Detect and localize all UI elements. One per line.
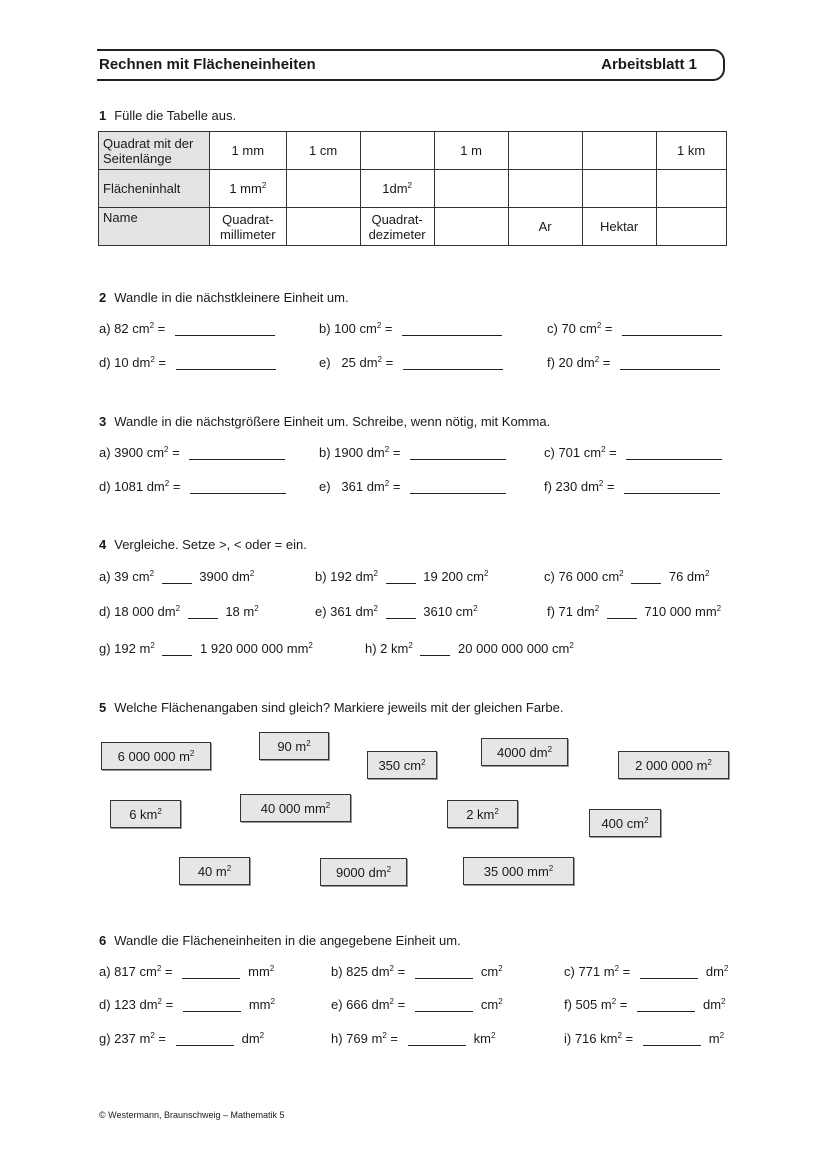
answer-line[interactable] bbox=[189, 446, 285, 460]
compare-4e: e) 361 $dm^2$ 3610 $cm^2$ bbox=[315, 604, 478, 619]
area-card[interactable]: 40 000 $mm^2$ bbox=[240, 794, 351, 822]
answer-line[interactable] bbox=[408, 1032, 466, 1046]
exercise-2b: b) 100 $cm^2$ = bbox=[319, 321, 502, 336]
area-card[interactable]: 90 $m^2$ bbox=[259, 732, 329, 760]
table-cell[interactable] bbox=[582, 170, 656, 208]
unit-table bbox=[98, 131, 727, 246]
answer-line[interactable] bbox=[175, 322, 275, 336]
compare-4g: g) 192 $m^2$ 1 920 000 000 $mm^2$ bbox=[99, 641, 313, 656]
exercise-6g: g) 237 $m^2 = dm^2$ bbox=[99, 1031, 265, 1046]
table-cell[interactable]: 1 $mm^2$ bbox=[210, 170, 287, 208]
compare-gap[interactable] bbox=[162, 570, 192, 584]
table-cell[interactable] bbox=[508, 170, 582, 208]
area-card[interactable]: 2 000 000 $m^2$ bbox=[618, 751, 729, 779]
exercise-2d: d) 10 $dm^2$ = bbox=[99, 355, 276, 370]
exercise-6e: e) 666 $dm^2 = cm^2$ bbox=[331, 997, 503, 1012]
compare-gap[interactable] bbox=[386, 570, 416, 584]
exercise-6a: a) 817 $cm^2 = mm^2$ bbox=[99, 964, 275, 979]
exercise-3b: b) 1900 $dm^2$ = bbox=[319, 445, 506, 460]
task-5-heading: 5 Welche Flächenangaben sind gleich? Markiere jeweils mit der gleichen Farbe. bbox=[99, 700, 564, 715]
answer-line[interactable] bbox=[410, 446, 506, 460]
compare-gap[interactable] bbox=[188, 605, 218, 619]
answer-line[interactable] bbox=[640, 965, 698, 979]
compare-4c: c) 76 000 $cm^2$ 76 $dm^2$ bbox=[544, 569, 710, 584]
copyright-footer: © Westermann, Braunschweig – Mathematik 5 bbox=[99, 1110, 285, 1120]
area-card[interactable]: 35 000 $mm^2$ bbox=[463, 857, 574, 885]
answer-line[interactable] bbox=[626, 446, 722, 460]
task-2-heading: 2 Wandle in die nächstkleinere Einheit um. bbox=[99, 290, 349, 305]
worksheet-title: Rechnen mit Flächeneinheiten bbox=[99, 56, 316, 73]
table-cell[interactable]: Quadrat-dezimeter bbox=[360, 208, 434, 246]
answer-line[interactable] bbox=[415, 965, 473, 979]
table-cell[interactable] bbox=[656, 208, 726, 246]
row-label-side: Quadrat mit der Seitenlänge bbox=[99, 132, 210, 170]
exercise-6i: i) 716 $km^2 = m^2$ bbox=[564, 1031, 725, 1046]
task-4-heading: 4 Vergleiche. Setze >, < oder = ein. bbox=[99, 537, 307, 552]
table-cell[interactable]: 1 km bbox=[656, 132, 726, 170]
exercise-3c: c) 701 $cm^2$ = bbox=[544, 445, 722, 460]
table-cell[interactable] bbox=[508, 132, 582, 170]
answer-line[interactable] bbox=[190, 480, 286, 494]
exercise-3d: d) 1081 $dm^2$ = bbox=[99, 479, 286, 494]
answer-line[interactable] bbox=[402, 322, 502, 336]
worksheet-header bbox=[97, 49, 725, 81]
compare-gap[interactable] bbox=[607, 605, 637, 619]
answer-line[interactable] bbox=[182, 965, 240, 979]
compare-gap[interactable] bbox=[420, 642, 450, 656]
exercise-6b: b) 825 $dm^2 = cm^2$ bbox=[331, 964, 503, 979]
exercise-2a: a) 82 $cm^2$ = bbox=[99, 321, 275, 336]
area-card[interactable]: 9000 $dm^2$ bbox=[320, 858, 407, 886]
answer-line[interactable] bbox=[415, 998, 473, 1012]
answer-line[interactable] bbox=[176, 1032, 234, 1046]
area-card[interactable]: 350 $cm^2$ bbox=[367, 751, 437, 779]
answer-line[interactable] bbox=[624, 480, 720, 494]
answer-line[interactable] bbox=[183, 998, 241, 1012]
compare-4d: d) 18 000 $dm^2$ 18 $m^2$ bbox=[99, 604, 259, 619]
exercise-2f: f) 20 $dm^2$ = bbox=[547, 355, 720, 370]
area-card[interactable]: 4000 $dm^2$ bbox=[481, 738, 568, 766]
compare-gap[interactable] bbox=[386, 605, 416, 619]
compare-gap[interactable] bbox=[162, 642, 192, 656]
answer-line[interactable] bbox=[620, 356, 720, 370]
exercise-3e: e) 361 $dm^2$ = bbox=[319, 479, 506, 494]
area-card[interactable]: 40 $m^2$ bbox=[179, 857, 250, 885]
task-6-heading: 6 Wandle die Flächeneinheiten in die angegebene Einheit um. bbox=[99, 933, 461, 948]
exercise-3a: a) 3900 $cm^2$ = bbox=[99, 445, 285, 460]
row-label-name: Name bbox=[99, 208, 210, 246]
table-cell[interactable] bbox=[286, 208, 360, 246]
sheet-number: Arbeitsblatt 1 bbox=[601, 56, 697, 73]
table-cell[interactable]: 1 mm bbox=[210, 132, 287, 170]
answer-line[interactable] bbox=[410, 480, 506, 494]
answer-line[interactable] bbox=[622, 322, 722, 336]
table-cell[interactable] bbox=[582, 132, 656, 170]
table-cell[interactable]: Ar bbox=[508, 208, 582, 246]
exercise-6f: f) 505 $m^2 = dm^2$ bbox=[564, 997, 726, 1012]
table-cell[interactable] bbox=[434, 170, 508, 208]
compare-4a: a) 39 $cm^2$ 3900 $dm^2$ bbox=[99, 569, 255, 584]
compare-gap[interactable] bbox=[631, 570, 661, 584]
table-cell[interactable] bbox=[434, 208, 508, 246]
task-3-heading: 3 Wandle in die nächstgrößere Einheit um. Schreibe, wenn nötig, mit Komma. bbox=[99, 414, 551, 429]
exercise-6h: h) 769 $m^2 = km^2$ bbox=[331, 1031, 496, 1046]
table-cell[interactable] bbox=[286, 170, 360, 208]
table-cell[interactable]: Quadrat-millimeter bbox=[210, 208, 287, 246]
exercise-2c: c) 70 $cm^2$ = bbox=[547, 321, 722, 336]
answer-line[interactable] bbox=[176, 356, 276, 370]
exercise-6d: d) 123 $dm^2 = mm^2$ bbox=[99, 997, 275, 1012]
area-card[interactable]: 400 $cm^2$ bbox=[589, 809, 661, 837]
task-1-heading: 1 Fülle die Tabelle aus. bbox=[99, 108, 237, 123]
table-cell[interactable] bbox=[656, 170, 726, 208]
row-label-area: Flächeninhalt bbox=[99, 170, 210, 208]
table-cell[interactable]: 1 cm bbox=[286, 132, 360, 170]
table-cell[interactable]: $1dm^2$ bbox=[360, 170, 434, 208]
compare-4b: b) 192 $dm^2$ 19 200 $cm^2$ bbox=[315, 569, 489, 584]
compare-4h: h) 2 $km^2$ 20 000 000 000 $cm^2$ bbox=[365, 641, 574, 656]
compare-4f: f) 71 $dm^2$ 710 000 $mm^2$ bbox=[547, 604, 722, 619]
area-card[interactable]: 6 000 000 $m^2$ bbox=[101, 742, 211, 770]
exercise-6c: c) 771 $m^2 = dm^2$ bbox=[564, 964, 729, 979]
answer-line[interactable] bbox=[403, 356, 503, 370]
table-cell[interactable]: Hektar bbox=[582, 208, 656, 246]
exercise-3f: f) 230 $dm^2$ = bbox=[544, 479, 720, 494]
answer-line[interactable] bbox=[637, 998, 695, 1012]
area-card[interactable]: 6 $km^2$ bbox=[110, 800, 181, 828]
area-card[interactable]: 2 $km^2$ bbox=[447, 800, 518, 828]
exercise-2e: e) 25 $dm^2$ = bbox=[319, 355, 503, 370]
table-cell[interactable] bbox=[360, 132, 434, 170]
answer-line[interactable] bbox=[643, 1032, 701, 1046]
table-cell[interactable]: 1 m bbox=[434, 132, 508, 170]
